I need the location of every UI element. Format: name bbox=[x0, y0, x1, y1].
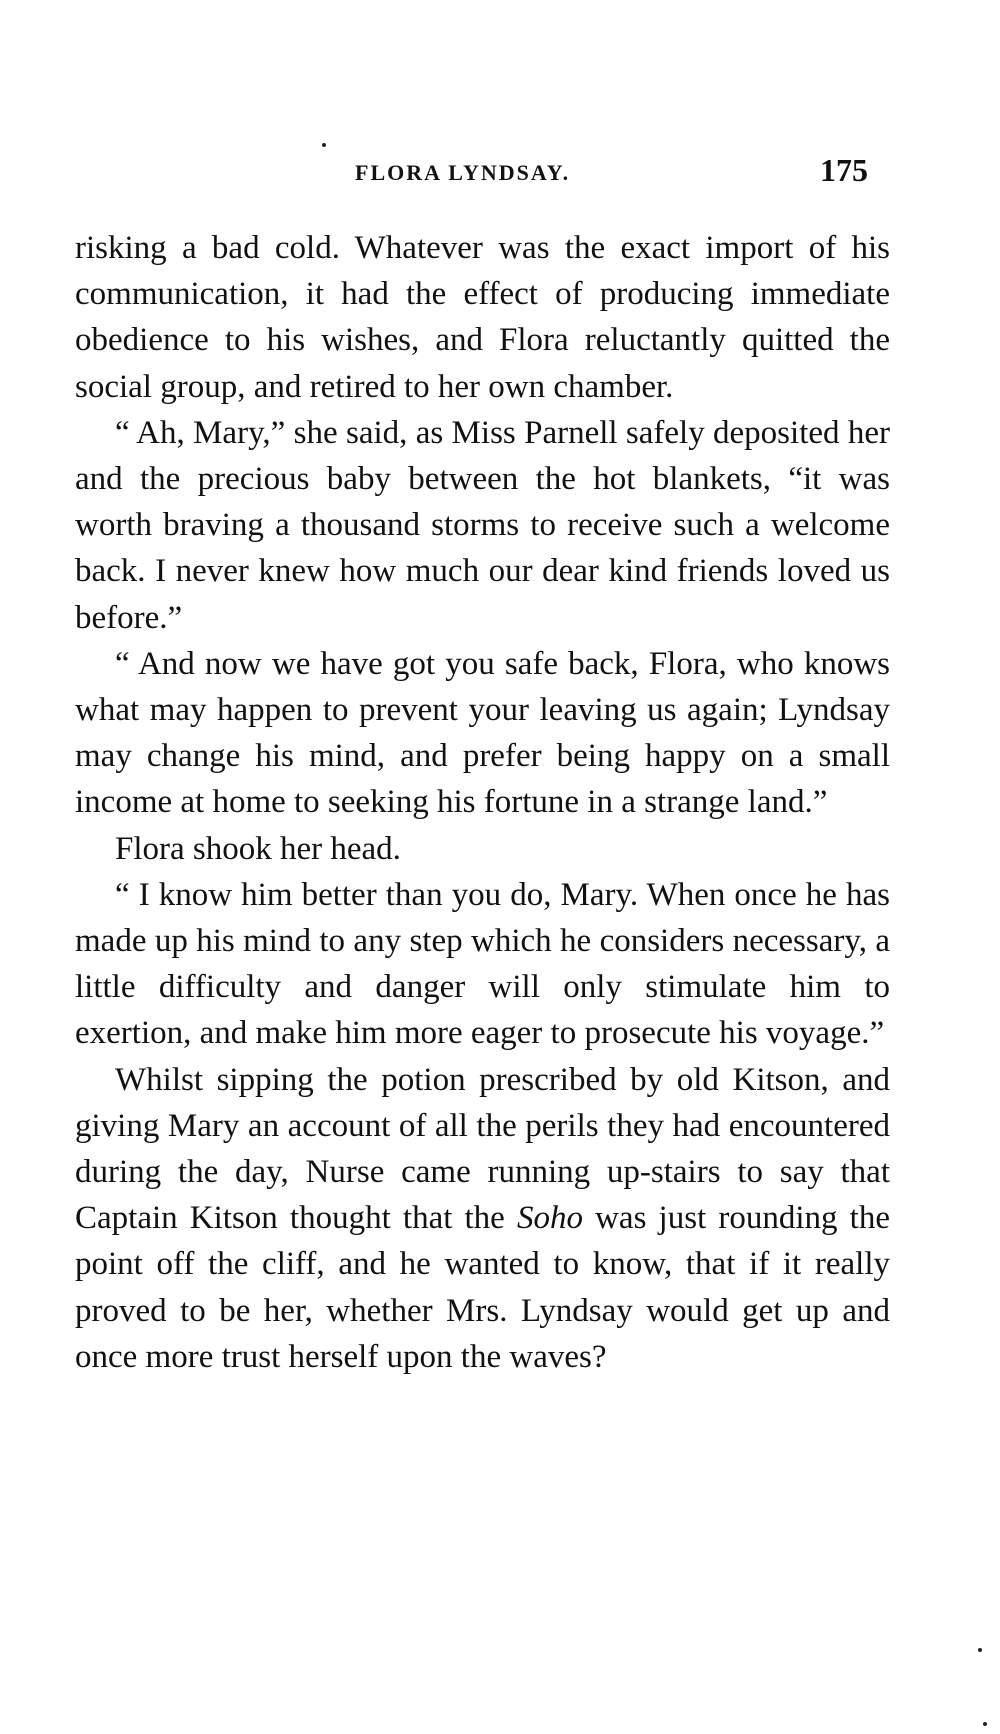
paragraph-dialogue-flora-reply: “ I know him better than you do, Mary. When once he has made up his mind to any step which he considers necessary, a little difficulty and danger will only stimulate him to exertion, and make him more eager to prosecute his voyage.” bbox=[75, 876, 890, 1052]
paragraph-nurse-news bbox=[75, 1057, 890, 1380]
paper-speck bbox=[978, 1648, 982, 1652]
paragraph-flora-shook-head: Flora shook her head. bbox=[115, 830, 401, 867]
paragraph-text-after-ship: was just rounding the point off the cliff, and he wanted to know, that if it really proved to be her, whether Mrs. Lyndsay would get up and once more trust herself upon the waves? bbox=[75, 1200, 890, 1375]
paragraph-continuation: risking a bad cold. Whatever was the exact import of his communication, it had the effect of producing immediate obedience to his wishes, and Flora reluctantly quitted the social group, and retired to her own chamber. bbox=[75, 230, 890, 405]
body-text bbox=[75, 225, 890, 1380]
ship-name: Soho bbox=[516, 1200, 583, 1237]
running-title: FLORA LYNDSAY. bbox=[355, 160, 571, 185]
paragraph-text-before-ship: Whilst sipping the potion prescribed by old Kitson, and giving Mary an account of all the perils they had encountered during the day, Nurse came running up-stairs to say that Captain Kitson thought that the bbox=[75, 1061, 890, 1237]
page-number: 175 bbox=[820, 152, 868, 188]
paragraph-dialogue-flora: “ Ah, Mary,” she said, as Miss Parnell safely deposited her and the precious baby between the hot blankets, “it was worth braving a thousand storms to receive such a welcome back. I never knew how much our dear kind friends loved us before.” bbox=[75, 414, 890, 636]
paper-speck bbox=[322, 143, 326, 147]
paragraph-dialogue-mary: “ And now we have got you safe back, Flora, who knows what may happen to prevent your leaving us again; Lyndsay may change his mind, and prefer being happy on a small income at home to seeking his fortune in a strange land.” bbox=[75, 645, 890, 821]
running-head bbox=[0, 150, 1000, 200]
paper-speck bbox=[983, 1722, 987, 1726]
